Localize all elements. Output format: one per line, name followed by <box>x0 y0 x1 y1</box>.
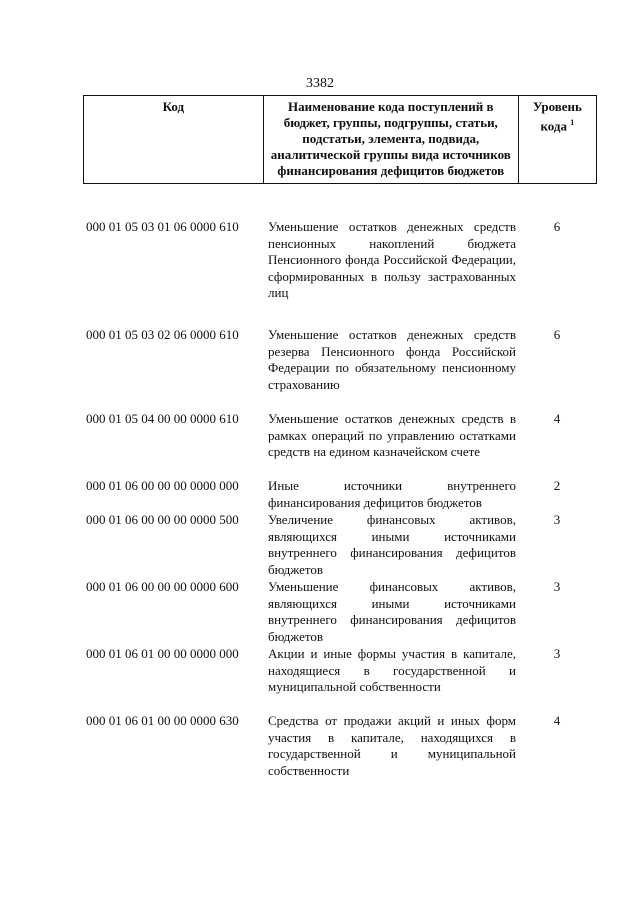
header-table <box>83 95 597 184</box>
row-code: 000 01 05 03 01 06 0000 610 <box>86 219 239 234</box>
row-code: 000 01 06 00 00 00 0000 600 <box>86 579 239 594</box>
page-number: 3382 <box>306 76 334 91</box>
header-level-label: Уровень кода <box>532 99 582 134</box>
row-level: 4 <box>553 411 561 426</box>
row-name: Уменьшение остатков денежных средств пенсионных накоплений бюджета Пенсионного фонда Российской Федерации, сформированных в пользу застрахованных лиц <box>268 219 516 300</box>
table-row <box>86 411 598 478</box>
table-row <box>86 219 598 327</box>
row-code: 000 01 06 00 00 00 0000 500 <box>86 512 239 527</box>
header-name: Наименование кода поступлений в бюджет, группы, подгруппы, статьи, подстатьи, элемента, подвида, аналитической группы вида источников финансирования дефицитов бюджетов <box>263 96 518 184</box>
header-code: Код <box>84 96 264 184</box>
classification-rows <box>86 219 598 780</box>
table-row <box>86 512 598 579</box>
row-level: 3 <box>553 646 561 661</box>
table-row <box>86 646 598 713</box>
row-code: 000 01 06 01 00 00 0000 000 <box>86 646 239 661</box>
row-code: 000 01 06 01 00 00 0000 630 <box>86 713 239 728</box>
row-level: 6 <box>553 327 561 342</box>
row-name: Акции и иные формы участия в капитале, находящиеся в государственной и муниципальной собственности <box>268 646 516 694</box>
row-level: 3 <box>553 579 561 594</box>
table-row <box>86 579 598 646</box>
row-code: 000 01 06 00 00 00 0000 000 <box>86 478 239 493</box>
row-name: Уменьшение остатков денежных средств резерва Пенсионного фонда Российской Федерации по обязательному пенсионному страхованию <box>268 327 516 392</box>
row-name: Уменьшение остатков денежных средств в рамках операций по управлению остатками средств на едином казначейском счете <box>268 411 516 459</box>
row-level: 2 <box>553 478 561 493</box>
row-level: 4 <box>553 713 561 728</box>
table-row <box>86 327 598 411</box>
row-name: Средства от продажи акций и иных форм участия в капитале, находящихся в государственной и муниципальной собственности <box>268 713 516 778</box>
row-level: 6 <box>553 219 561 234</box>
row-code: 000 01 05 03 02 06 0000 610 <box>86 327 239 342</box>
table-row <box>86 713 598 780</box>
header-level <box>518 96 596 184</box>
row-code: 000 01 05 04 00 00 0000 610 <box>86 411 239 426</box>
header-level-footnote: 1 <box>570 118 575 127</box>
row-name: Иные источники внутреннего финансирования дефицитов бюджетов <box>268 478 516 510</box>
row-level: 3 <box>553 512 561 527</box>
header-row <box>84 96 597 184</box>
row-name: Уменьшение финансовых активов, являющихся иными источниками внутреннего финансирования дефицитов бюджетов <box>268 579 516 644</box>
row-name: Увеличение финансовых активов, являющихся иными источниками внутреннего финансирования дефицитов бюджетов <box>268 512 516 577</box>
table-row <box>86 478 598 512</box>
